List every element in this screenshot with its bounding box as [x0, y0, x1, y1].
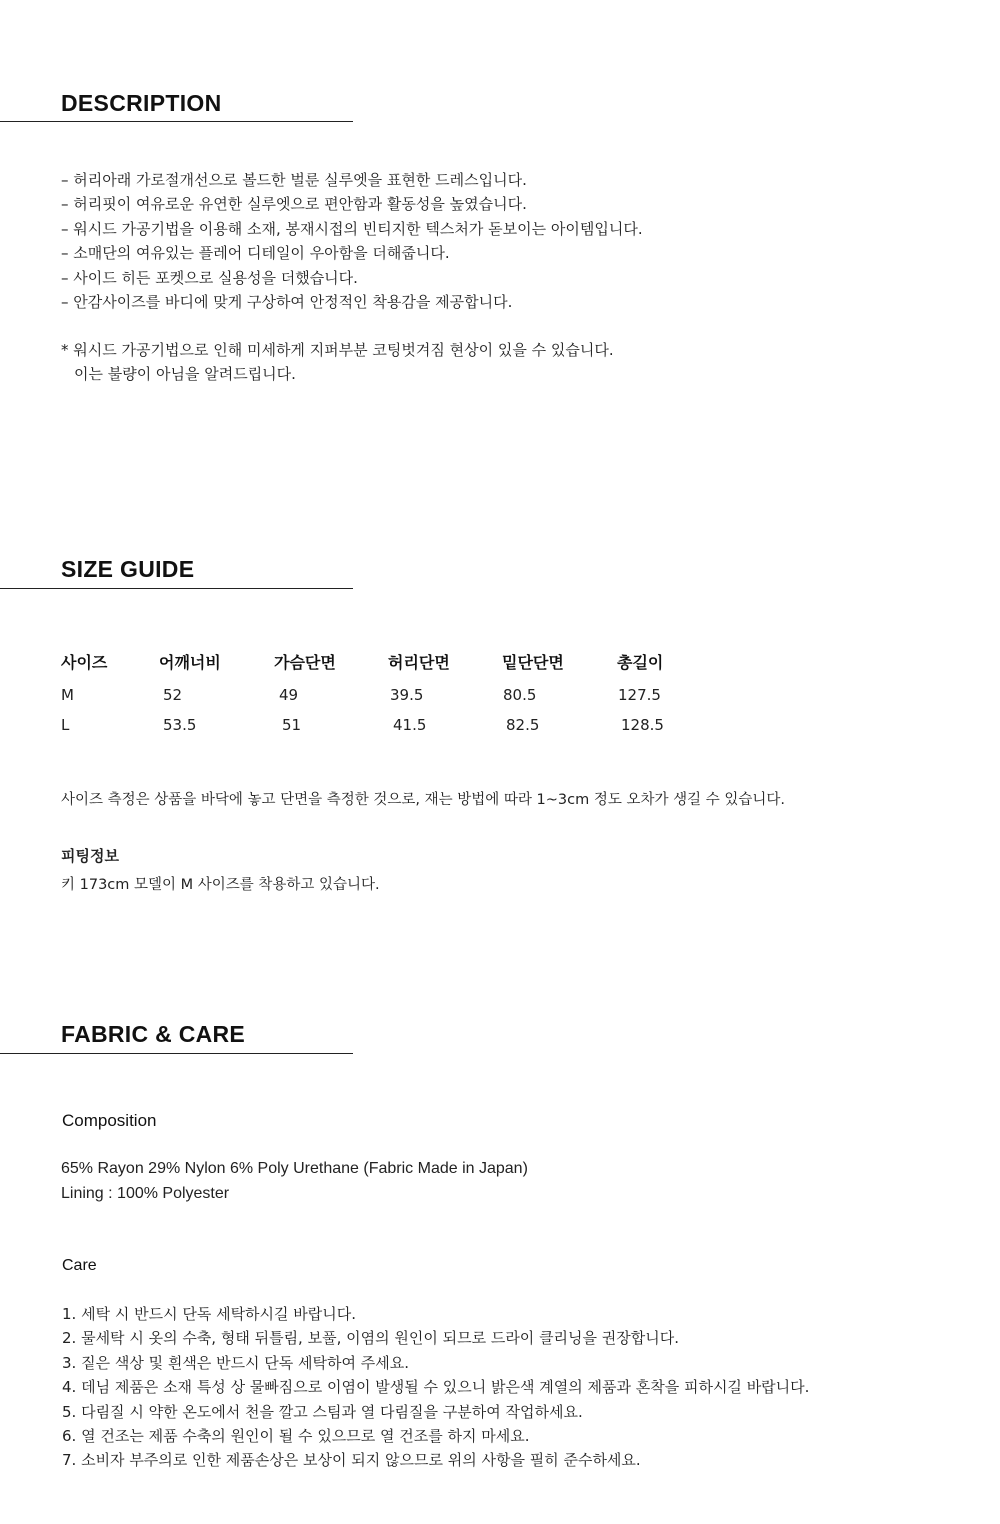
size-header-cell: 밑단단면 — [502, 653, 564, 672]
size-cell: 127.5 — [618, 686, 661, 704]
description-title: DESCRIPTION — [61, 90, 222, 116]
size-cell: 41.5 — [393, 716, 427, 734]
size-header-cell: 사이즈 — [61, 653, 108, 672]
composition-line: 65% Rayon 29% Nylon 6% Poly Urethane (Fabric Made in Japan) — [61, 1160, 528, 1177]
fabric-care-divider — [0, 1053, 353, 1054]
care-item: 5. 다림질 시 약한 온도에서 천을 깔고 스팀과 열 다림질을 구분하여 작업하세요. — [62, 1402, 583, 1421]
care-item: 2. 물세탁 시 옷의 수축, 형태 뒤틀림, 보풀, 이염의 원인이 되므로 드라이 클리닝을 권장합니다. — [62, 1329, 680, 1348]
size-cell: 39.5 — [390, 686, 424, 704]
size-header-cell: 총길이 — [617, 653, 664, 672]
size-guide-title: SIZE GUIDE — [61, 556, 195, 582]
description-bullet: – 사이드 히든 포켓으로 실용성을 더했습니다. — [61, 268, 358, 287]
size-cell: 80.5 — [503, 686, 537, 704]
size-cell: 52 — [163, 686, 183, 704]
description-note — [61, 338, 614, 387]
description-bullet: – 안감사이즈를 바디에 맞게 구상하여 안정적인 착용감을 제공합니다. — [61, 292, 513, 311]
fitting-info-text: 키 173cm 모델이 M 사이즈를 착용하고 있습니다. — [61, 877, 380, 893]
care-item: 4. 데님 제품은 소재 특성 상 물빠짐으로 이염이 발생될 수 있으니 밝은색 계열의 제품과 혼착을 피하시길 바랍니다. — [62, 1378, 810, 1397]
description-bullet: – 소매단의 여유있는 플레어 디테일이 우아함을 더해줍니다. — [61, 244, 450, 263]
composition-title: Composition — [62, 1111, 157, 1130]
size-cell: 49 — [279, 686, 299, 704]
care-item: 1. 세탁 시 반드시 단독 세탁하시길 바랍니다. — [62, 1305, 357, 1323]
fitting-info-title: 피팅정보 — [61, 847, 119, 865]
description-bullet: – 허리아래 가로절개선으로 볼드한 벌룬 실루엣을 표현한 드레스입니다. — [61, 171, 527, 189]
fabric-care-title: FABRIC & CARE — [61, 1021, 246, 1047]
size-header-cell: 어깨너비 — [159, 653, 221, 672]
description-bullet: – 허리핏이 여유로운 유연한 실루엣으로 편안함과 활동성을 높였습니다. — [61, 195, 527, 214]
size-header-cell: 허리단면 — [388, 653, 450, 672]
care-list — [62, 1302, 809, 1473]
size-cell: 51 — [282, 716, 302, 734]
description-note-line1: * 워시드 가공기법으로 인해 미세하게 지퍼부분 코팅벗겨짐 현상이 있을 수 있습니다. — [61, 341, 614, 359]
description-bullets — [61, 168, 643, 314]
care-title: Care — [62, 1257, 97, 1274]
size-measure-note: 사이즈 측정은 상품을 바닥에 놓고 단면을 측정한 것으로, 재는 방법에 따라 1~3cm 정도 오차가 생길 수 있습니다. — [61, 792, 785, 808]
size-header-cell: 가슴단면 — [274, 653, 336, 672]
size-cell: L — [61, 716, 70, 734]
description-bullet: – 워시드 가공기법을 이용해 소재, 봉재시접의 빈티지한 텍스처가 돋보이는 아이템입니다. — [61, 219, 643, 238]
description-divider — [0, 121, 353, 122]
size-cell: 53.5 — [163, 716, 197, 734]
composition-lining: Lining : 100% Polyester — [61, 1185, 230, 1202]
size-cell: 128.5 — [621, 716, 664, 734]
size-cell: 82.5 — [506, 716, 540, 734]
care-item: 7. 소비자 부주의로 인한 제품손상은 보상이 되지 않으므로 위의 사항을 필히 준수하세요. — [62, 1451, 641, 1470]
size-guide-divider — [0, 588, 353, 589]
description-note-line2: 이는 불량이 아님을 알려드립니다. — [74, 365, 296, 384]
care-item: 3. 짙은 색상 및 흰색은 반드시 단독 세탁하여 주세요. — [62, 1353, 410, 1372]
care-item: 6. 열 건조는 제품 수축의 원인이 될 수 있으므로 열 건조를 하지 마세요. — [62, 1426, 530, 1445]
size-cell: M — [61, 686, 74, 704]
